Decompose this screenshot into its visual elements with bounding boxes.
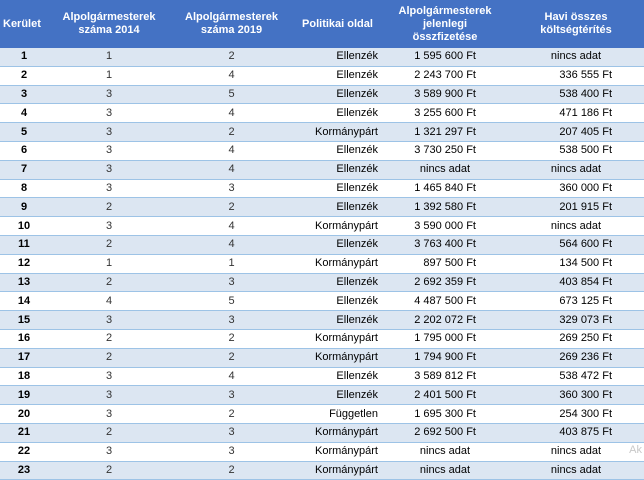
header-politikai-oldal: Politikai oldal	[293, 0, 382, 48]
cell-alpolgarmesterek-2014: 3	[48, 141, 170, 160]
table-row	[0, 48, 644, 66]
cell-osszfizetes: 2 692 500 Ft	[382, 423, 508, 442]
cell-alpolgarmesterek-2014: 3	[48, 160, 170, 179]
cell-alpolgarmesterek-2014: 2	[48, 461, 170, 480]
cell-kerulet: 18	[0, 367, 48, 386]
cell-koltsegterites: 201 915 Ft	[508, 198, 644, 217]
cell-osszfizetes: 2 202 072 Ft	[382, 311, 508, 330]
cell-kerulet: 1	[0, 48, 48, 66]
cell-kerulet: 5	[0, 123, 48, 142]
table-row	[0, 348, 644, 367]
cell-alpolgarmesterek-2014: 3	[48, 386, 170, 405]
cell-kerulet: 13	[0, 273, 48, 292]
cell-osszfizetes: 1 695 300 Ft	[382, 405, 508, 424]
cell-alpolgarmesterek-2019: 2	[170, 461, 293, 480]
cell-politikai-oldal: Ellenzék	[293, 85, 382, 104]
cell-koltsegterites: 403 875 Ft	[508, 423, 644, 442]
cell-kerulet: 19	[0, 386, 48, 405]
cell-politikai-oldal: Ellenzék	[293, 367, 382, 386]
cell-kerulet: 17	[0, 348, 48, 367]
cell-alpolgarmesterek-2019: 2	[170, 48, 293, 66]
cell-alpolgarmesterek-2019: 4	[170, 66, 293, 85]
cell-alpolgarmesterek-2019: 2	[170, 405, 293, 424]
header-osszfizetes: Alpolgármesterek jelenlegi összfizetése	[382, 0, 508, 48]
cell-kerulet: 6	[0, 141, 48, 160]
table-row	[0, 311, 644, 330]
cell-osszfizetes: 3 763 400 Ft	[382, 235, 508, 254]
header-kerulet: Kerület	[0, 0, 48, 48]
header-alpolgarmesterek-2014: Alpolgármesterek száma 2014	[48, 0, 170, 48]
cell-koltsegterites: 360 300 Ft	[508, 386, 644, 405]
cell-alpolgarmesterek-2019: 3	[170, 442, 293, 461]
cell-koltsegterites: 254 300 Ft	[508, 405, 644, 424]
cell-alpolgarmesterek-2014: 3	[48, 311, 170, 330]
cell-koltsegterites: 336 555 Ft	[508, 66, 644, 85]
table-row	[0, 198, 644, 217]
cell-politikai-oldal: Független	[293, 405, 382, 424]
cell-politikai-oldal: Ellenzék	[293, 292, 382, 311]
cell-osszfizetes: 2 401 500 Ft	[382, 386, 508, 405]
table-row	[0, 160, 644, 179]
cell-osszfizetes: 3 589 812 Ft	[382, 367, 508, 386]
cell-kerulet: 3	[0, 85, 48, 104]
cell-alpolgarmesterek-2019: 4	[170, 141, 293, 160]
cell-koltsegterites: 471 186 Ft	[508, 104, 644, 123]
cell-politikai-oldal: Ellenzék	[293, 104, 382, 123]
cell-koltsegterites: 538 472 Ft	[508, 367, 644, 386]
table-row	[0, 217, 644, 236]
cell-osszfizetes: 1 595 600 Ft	[382, 48, 508, 66]
cell-politikai-oldal: Ellenzék	[293, 141, 382, 160]
cell-osszfizetes: 3 255 600 Ft	[382, 104, 508, 123]
cell-politikai-oldal: Kormánypárt	[293, 442, 382, 461]
table-row	[0, 367, 644, 386]
cell-kerulet: 2	[0, 66, 48, 85]
cell-alpolgarmesterek-2019: 5	[170, 85, 293, 104]
table-row	[0, 179, 644, 198]
cell-koltsegterites: 403 854 Ft	[508, 273, 644, 292]
cell-koltsegterites: nincs adat	[508, 461, 644, 480]
cell-koltsegterites: nincs adat	[508, 217, 644, 236]
cell-alpolgarmesterek-2014: 4	[48, 292, 170, 311]
cell-koltsegterites: 360 000 Ft	[508, 179, 644, 198]
cell-osszfizetes: 897 500 Ft	[382, 254, 508, 273]
cell-politikai-oldal: Ellenzék	[293, 235, 382, 254]
table-row	[0, 461, 644, 480]
table-row	[0, 386, 644, 405]
cell-koltsegterites: 673 125 Ft	[508, 292, 644, 311]
cell-kerulet: 4	[0, 104, 48, 123]
cell-kerulet: 21	[0, 423, 48, 442]
cell-kerulet: 22	[0, 442, 48, 461]
cell-osszfizetes: nincs adat	[382, 160, 508, 179]
cell-politikai-oldal: Kormánypárt	[293, 217, 382, 236]
cell-politikai-oldal: Ellenzék	[293, 386, 382, 405]
cell-alpolgarmesterek-2019: 4	[170, 217, 293, 236]
cell-politikai-oldal: Kormánypárt	[293, 254, 382, 273]
cell-osszfizetes: 3 590 000 Ft	[382, 217, 508, 236]
table-row	[0, 442, 644, 461]
cell-politikai-oldal: Ellenzék	[293, 66, 382, 85]
cell-koltsegterites: 329 073 Ft	[508, 311, 644, 330]
cell-politikai-oldal: Kormánypárt	[293, 329, 382, 348]
cell-osszfizetes: 1 465 840 Ft	[382, 179, 508, 198]
cell-osszfizetes: 1 794 900 Ft	[382, 348, 508, 367]
table-row	[0, 423, 644, 442]
cell-koltsegterites: 269 250 Ft	[508, 329, 644, 348]
cell-osszfizetes: 1 321 297 Ft	[382, 123, 508, 142]
cell-alpolgarmesterek-2019: 3	[170, 311, 293, 330]
cell-osszfizetes: nincs adat	[382, 442, 508, 461]
cell-kerulet: 7	[0, 160, 48, 179]
cell-alpolgarmesterek-2019: 2	[170, 123, 293, 142]
cell-alpolgarmesterek-2014: 2	[48, 235, 170, 254]
cell-alpolgarmesterek-2014: 2	[48, 423, 170, 442]
cell-osszfizetes: 2 243 700 Ft	[382, 66, 508, 85]
cell-politikai-oldal: Ellenzék	[293, 179, 382, 198]
cell-kerulet: 23	[0, 461, 48, 480]
table-row	[0, 329, 644, 348]
cell-alpolgarmesterek-2014: 2	[48, 198, 170, 217]
cell-koltsegterites: 538 400 Ft	[508, 85, 644, 104]
cell-alpolgarmesterek-2019: 4	[170, 160, 293, 179]
cell-kerulet: 8	[0, 179, 48, 198]
cell-alpolgarmesterek-2019: 4	[170, 104, 293, 123]
cell-alpolgarmesterek-2019: 3	[170, 423, 293, 442]
cell-alpolgarmesterek-2019: 3	[170, 179, 293, 198]
cell-alpolgarmesterek-2019: 2	[170, 329, 293, 348]
table-row	[0, 405, 644, 424]
cell-alpolgarmesterek-2014: 1	[48, 66, 170, 85]
cell-alpolgarmesterek-2014: 2	[48, 348, 170, 367]
cell-politikai-oldal: Kormánypárt	[293, 461, 382, 480]
cell-koltsegterites: nincs adat	[508, 160, 644, 179]
cell-osszfizetes: 3 589 900 Ft	[382, 85, 508, 104]
cell-alpolgarmesterek-2014: 2	[48, 273, 170, 292]
cell-alpolgarmesterek-2014: 3	[48, 442, 170, 461]
cell-kerulet: 20	[0, 405, 48, 424]
cell-kerulet: 11	[0, 235, 48, 254]
cell-politikai-oldal: Ellenzék	[293, 311, 382, 330]
cell-osszfizetes: 3 730 250 Ft	[382, 141, 508, 160]
table-row	[0, 104, 644, 123]
cell-koltsegterites: 538 500 Ft	[508, 141, 644, 160]
cell-osszfizetes: 1 392 580 Ft	[382, 198, 508, 217]
cell-politikai-oldal: Ellenzék	[293, 273, 382, 292]
cell-kerulet: 16	[0, 329, 48, 348]
cell-kerulet: 14	[0, 292, 48, 311]
cell-politikai-oldal: Ellenzék	[293, 160, 382, 179]
cell-alpolgarmesterek-2014: 3	[48, 85, 170, 104]
cell-alpolgarmesterek-2014: 3	[48, 179, 170, 198]
cell-alpolgarmesterek-2014: 3	[48, 217, 170, 236]
table-row	[0, 235, 644, 254]
table-row	[0, 273, 644, 292]
header-alpolgarmesterek-2019: Alpolgármesterek száma 2019	[170, 0, 293, 48]
table-row	[0, 66, 644, 85]
cell-koltsegterites: 269 236 Ft	[508, 348, 644, 367]
table-body	[0, 48, 644, 480]
cell-koltsegterites: 207 405 Ft	[508, 123, 644, 142]
cell-osszfizetes: nincs adat	[382, 461, 508, 480]
header-row	[0, 0, 644, 48]
cell-osszfizetes: 4 487 500 Ft	[382, 292, 508, 311]
cell-alpolgarmesterek-2014: 1	[48, 48, 170, 66]
cell-alpolgarmesterek-2014: 3	[48, 104, 170, 123]
cell-alpolgarmesterek-2019: 3	[170, 386, 293, 405]
cell-alpolgarmesterek-2019: 4	[170, 235, 293, 254]
cell-osszfizetes: 2 692 359 Ft	[382, 273, 508, 292]
cell-koltsegterites: nincs adat	[508, 48, 644, 66]
cell-alpolgarmesterek-2019: 1	[170, 254, 293, 273]
cell-alpolgarmesterek-2019: 5	[170, 292, 293, 311]
watermark: Ak	[629, 444, 642, 456]
cell-alpolgarmesterek-2014: 2	[48, 329, 170, 348]
cell-alpolgarmesterek-2019: 4	[170, 367, 293, 386]
cell-politikai-oldal: Kormánypárt	[293, 423, 382, 442]
cell-alpolgarmesterek-2019: 2	[170, 348, 293, 367]
cell-politikai-oldal: Ellenzék	[293, 48, 382, 66]
cell-alpolgarmesterek-2019: 3	[170, 273, 293, 292]
cell-kerulet: 9	[0, 198, 48, 217]
cell-koltsegterites: nincs adat	[508, 442, 644, 461]
cell-osszfizetes: 1 795 000 Ft	[382, 329, 508, 348]
cell-politikai-oldal: Kormánypárt	[293, 348, 382, 367]
table-row	[0, 292, 644, 311]
cell-koltsegterites: 134 500 Ft	[508, 254, 644, 273]
header-koltsegterites: Havi összes költségtérítés	[508, 0, 644, 48]
cell-alpolgarmesterek-2014: 3	[48, 123, 170, 142]
cell-politikai-oldal: Kormánypárt	[293, 123, 382, 142]
cell-alpolgarmesterek-2014: 3	[48, 405, 170, 424]
cell-alpolgarmesterek-2014: 1	[48, 254, 170, 273]
table-row	[0, 123, 644, 142]
cell-alpolgarmesterek-2014: 3	[48, 367, 170, 386]
cell-alpolgarmesterek-2019: 2	[170, 198, 293, 217]
cell-kerulet: 12	[0, 254, 48, 273]
table-row	[0, 85, 644, 104]
cell-kerulet: 10	[0, 217, 48, 236]
cell-politikai-oldal: Ellenzék	[293, 198, 382, 217]
table-row	[0, 141, 644, 160]
cell-koltsegterites: 564 600 Ft	[508, 235, 644, 254]
table-row	[0, 254, 644, 273]
cell-kerulet: 15	[0, 311, 48, 330]
